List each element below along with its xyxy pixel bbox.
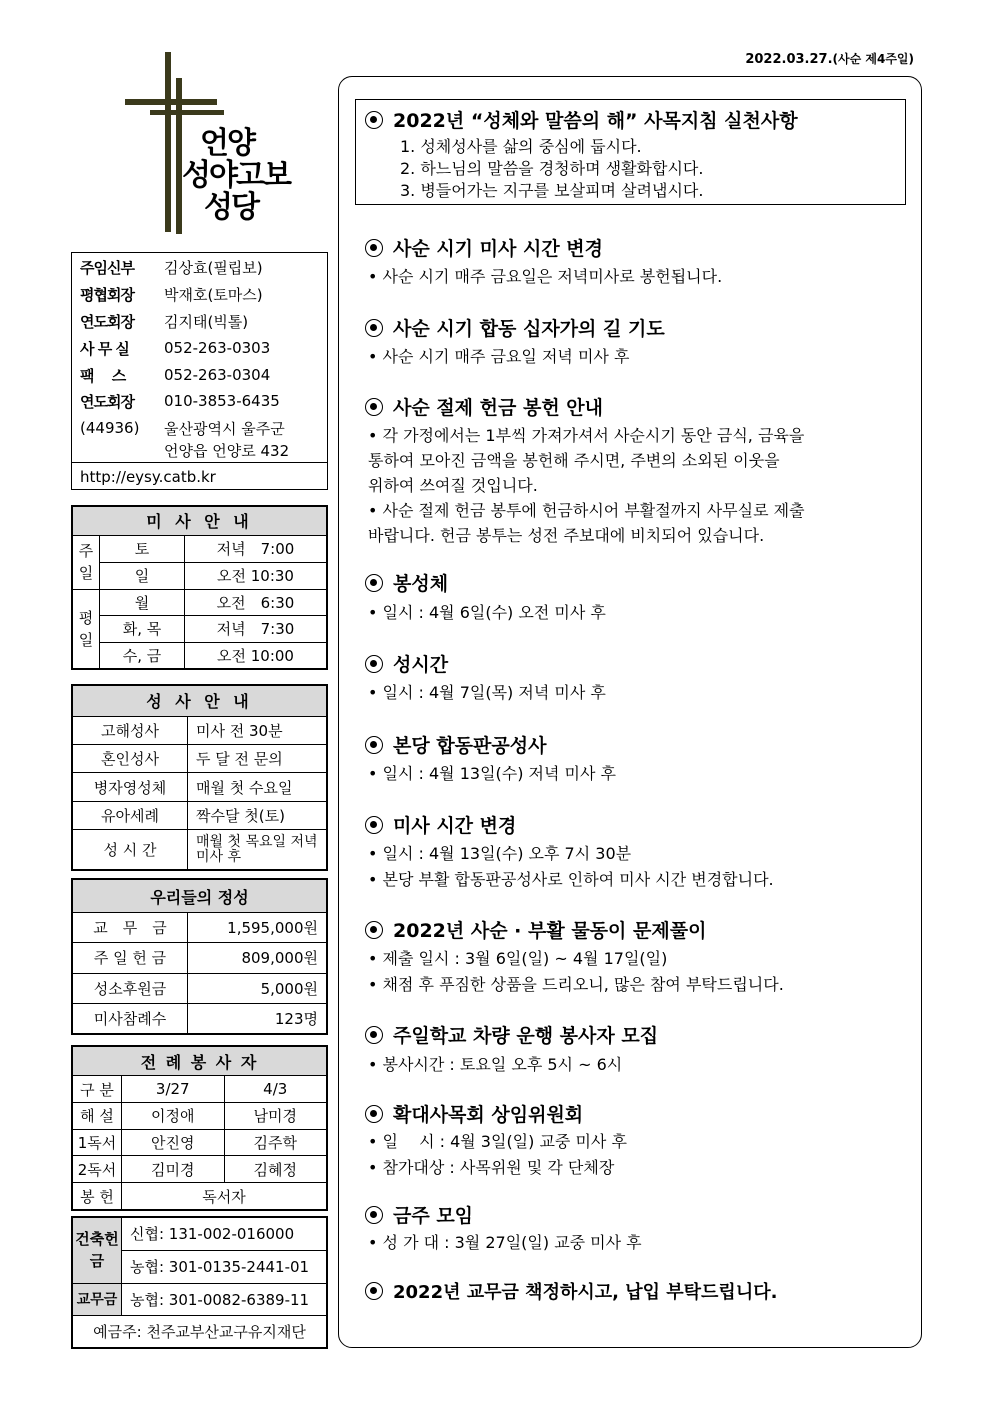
section-title-text: 금주 모임 [393, 1205, 474, 1227]
section-line: • 일시 : 4월 13일(수) 오후 7시 30분 [368, 844, 632, 863]
mass-schedule-table [72, 506, 327, 669]
contact-value: 010-3853-6435 [164, 392, 280, 410]
section-title [365, 916, 706, 943]
section-title [365, 1100, 583, 1127]
section-title-text: 봉성체 [393, 573, 449, 595]
section-line: 위하여 쓰여질 것입니다. [368, 476, 538, 495]
contact-row [80, 281, 263, 307]
server-role: 2독서 [73, 1156, 122, 1183]
offering-name: 교 무 금 [73, 913, 188, 943]
pastoral-title [365, 106, 798, 133]
pastoral-item: 3. 병들어가는 지구를 보살피며 살려냅시다. [400, 181, 704, 200]
cross-icon-bar [125, 99, 217, 105]
cross-icon [165, 52, 171, 232]
section-line: 통하여 모아진 금액을 봉헌해 주시면, 주변의 소외된 이웃을 [368, 451, 780, 470]
sacrament-name: 성 시 간 [73, 830, 188, 870]
bullet-icon [365, 1105, 383, 1123]
section-line: • 사순 절제 헌금 봉투에 헌금하시어 부활절까지 사무실로 제출 [368, 501, 805, 520]
contact-row [80, 362, 270, 388]
offering-box [71, 878, 328, 1035]
sacrament-name: 고해성사 [73, 716, 188, 744]
sacrament-name: 혼인성사 [73, 745, 188, 773]
server-name: 김혜정 [224, 1156, 327, 1183]
server-name: 김주학 [224, 1129, 327, 1156]
contact-label: 사 무 실 [80, 339, 129, 358]
contact-box [71, 252, 328, 490]
servers-table [72, 1046, 327, 1210]
offering-amount: 1,595,000원 [188, 913, 327, 943]
logo-line1: 언양 [200, 126, 254, 161]
section-title-text: 미사 시간 변경 [393, 815, 517, 837]
contact-label: 평협회장 [80, 285, 134, 304]
bank-box [71, 1216, 328, 1349]
bullet-icon [365, 574, 383, 592]
section-title-text: 성시간 [393, 654, 449, 676]
server-role: 1독서 [73, 1129, 122, 1156]
contact-value: 052-263-0304 [164, 366, 271, 384]
section-line: • 참가대상 : 사목위원 및 각 단체장 [368, 1158, 615, 1177]
server-role: 해 설 [73, 1102, 122, 1129]
pastoral-title-text: 2022년 “성체와 말씀의 해” 사목지침 실천사항 [393, 110, 798, 132]
mass-time: 저녁 7:00 [185, 535, 327, 562]
building-fund-label: 건축헌금 [73, 1218, 122, 1284]
mass-time: 오전 10:00 [185, 642, 327, 668]
bullet-icon [365, 1026, 383, 1044]
offering-amount: 123명 [188, 1003, 327, 1033]
servers-header-col2: 4/3 [224, 1076, 327, 1103]
bullet-icon [365, 239, 383, 257]
offering-amount: 5,000원 [188, 973, 327, 1003]
sacrament-info: 두 달 전 문의 [188, 745, 327, 773]
servers-title: 전 례 봉 사 자 [73, 1047, 327, 1076]
section-title-text: 사순 절제 헌금 봉헌 안내 [393, 397, 603, 419]
mass-title: 미 사 안 내 [73, 507, 327, 536]
bullet-icon [365, 736, 383, 754]
offering-name: 미사참례수 [73, 1003, 188, 1033]
contact-row [80, 308, 248, 334]
section-title [365, 1278, 777, 1304]
website-link[interactable]: http://eysy.catb.kr [80, 468, 216, 486]
offering-title: 우리들의 정성 [73, 880, 327, 913]
servers-header-col1: 3/27 [122, 1076, 225, 1103]
section-line: • 봉사시간 : 토요일 오후 5시 ~ 6시 [368, 1055, 623, 1074]
contact-value: 박재호(토마스) [164, 285, 263, 304]
section-title [365, 569, 448, 596]
servers-header-label: 구 분 [73, 1076, 122, 1103]
contact-value: 김지태(빅톨) [164, 312, 249, 331]
mass-day: 월 [100, 589, 185, 615]
bullet-icon [365, 319, 383, 337]
sunday-label: 주일 [73, 535, 100, 589]
section-title-text: 2022년 교무금 책정하시고, 납입 부탁드립니다. [393, 1282, 778, 1303]
section-title-text: 주일학교 차량 운행 봉사자 모집 [393, 1025, 659, 1047]
section-title-text: 사순 시기 합동 십자가의 길 기도 [393, 318, 665, 340]
offering-amount: 809,000원 [188, 943, 327, 973]
bullet-icon [365, 111, 383, 129]
mass-time: 저녁 7:30 [185, 616, 327, 642]
pastoral-item: 2. 하느님의 말씀을 경청하며 생활화합시다. [400, 159, 704, 178]
divider [72, 462, 327, 463]
section-title-text: 본당 합동판공성사 [393, 735, 547, 757]
section-title-text: 사순 시기 미사 시간 변경 [393, 238, 603, 260]
address-code: (44936) [80, 419, 140, 437]
bank-account: 농협: 301-0135-2441-01 [122, 1250, 327, 1283]
contact-row [80, 388, 280, 414]
server-name: 김미경 [122, 1156, 225, 1183]
contact-label: 팩 스 [80, 366, 126, 385]
sacraments-table [72, 685, 327, 870]
contact-label: 연도회장 [80, 392, 134, 411]
sacrament-name: 유아세례 [73, 801, 188, 829]
section-line: • 각 가정에서는 1부씩 가져가셔서 사순시기 동안 금식, 금육을 [368, 426, 805, 445]
section-title [365, 650, 448, 677]
pastoral-item: 1. 성체성사를 삶의 중심에 둡시다. [400, 137, 642, 156]
bank-account: 농협: 301-0082-6389-11 [122, 1283, 327, 1315]
section-line: • 본당 부활 합동판공성사로 인하여 미사 시간 변경합니다. [368, 870, 774, 889]
date-sub: (사순 제4주일) [832, 52, 914, 66]
sacrament-info: 짝수달 첫(토) [188, 801, 327, 829]
bullet-icon [365, 921, 383, 939]
address-line2: 언양읍 언양로 432 [164, 441, 290, 460]
sacrament-info: 미사 전 30분 [188, 716, 327, 744]
sacraments-title: 성 사 안 내 [73, 686, 327, 717]
sacrament-name: 병자영성체 [73, 773, 188, 801]
bulletin-date [745, 50, 914, 67]
section-line: • 사순 시기 매주 금요일은 저녁미사로 봉헌됩니다. [368, 267, 723, 286]
section-title [365, 811, 516, 838]
section-line: 바랍니다. 헌금 봉투는 성전 주보대에 비치되어 있습니다. [368, 526, 765, 545]
section-title [365, 1201, 473, 1228]
contact-label: 연도회장 [80, 312, 134, 331]
server-role: 봉 헌 [73, 1183, 122, 1210]
bullet-icon [365, 1206, 383, 1224]
mass-time: 오전 10:30 [185, 562, 327, 589]
section-line: • 채점 후 푸짐한 상품을 드리오니, 많은 참여 부탁드립니다. [368, 975, 784, 994]
sacraments-box [71, 684, 328, 871]
section-line: • 제출 일시 : 3월 6일(일) ~ 4월 17일(일) [368, 949, 668, 968]
weekday-label: 평일 [73, 589, 100, 668]
cross-icon-bar2 [150, 110, 224, 115]
mass-day: 화, 목 [100, 616, 185, 642]
logo-line2: 성야고보 [182, 158, 290, 193]
date-main: 2022.03.27. [745, 52, 833, 67]
mass-day: 토 [100, 535, 185, 562]
contact-value: 052-263-0303 [164, 339, 271, 357]
contact-row [80, 335, 270, 361]
contact-website [80, 464, 216, 490]
offering-name: 주 일 헌 금 [73, 943, 188, 973]
section-line: • 성 가 대 : 3월 27일(일) 교중 미사 후 [368, 1233, 642, 1252]
section-title [365, 731, 546, 758]
sacrament-info: 매월 첫 목요일 저녁미사 후 [188, 830, 327, 870]
section-line: • 일시 : 4월 13일(수) 저녁 미사 후 [368, 764, 617, 783]
offering-table [72, 879, 327, 1034]
section-line: • 일 시 : 4월 3일(일) 교중 미사 후 [368, 1132, 627, 1151]
contact-row [80, 254, 263, 280]
servers-box [71, 1045, 328, 1211]
contact-value: 김상효(필립보) [164, 258, 263, 277]
section-title [365, 234, 603, 261]
section-title [365, 314, 665, 341]
section-title [365, 1021, 658, 1048]
mass-time: 오전 6:30 [185, 589, 327, 615]
dues-label: 교무금 [73, 1283, 122, 1315]
server-name: 남미경 [224, 1102, 327, 1129]
bullet-icon [365, 655, 383, 673]
server-offer: 독서자 [122, 1183, 327, 1210]
bullet-icon [365, 398, 383, 416]
server-name: 안진영 [122, 1129, 225, 1156]
bullet-icon [365, 1282, 383, 1300]
mass-day: 일 [100, 562, 185, 589]
offering-name: 성소후원금 [73, 973, 188, 1003]
section-line: • 사순 시기 매주 금요일 저녁 미사 후 [368, 347, 630, 366]
mass-day: 수, 금 [100, 642, 185, 668]
mass-schedule-box [71, 505, 328, 670]
section-line: • 일시 : 4월 7일(목) 저녁 미사 후 [368, 683, 606, 702]
section-title-text: 확대사목회 상임위원회 [393, 1104, 584, 1126]
bank-table [72, 1217, 327, 1348]
contact-label: 주임신부 [80, 258, 134, 277]
server-name: 이정애 [122, 1102, 225, 1129]
sacrament-info: 매월 첫 수요일 [188, 773, 327, 801]
bank-account: 신협: 131-002-016000 [122, 1218, 327, 1251]
parish-logo [120, 52, 320, 242]
section-line: • 일시 : 4월 6일(수) 오전 미사 후 [368, 603, 606, 622]
account-holder: 예금주: 천주교부산교구유지재단 [73, 1315, 327, 1347]
contact-address2 [164, 437, 289, 463]
section-title-text: 2022년 사순 · 부활 물동이 문제풀이 [393, 920, 707, 942]
logo-line3: 성당 [204, 190, 258, 225]
bullet-icon [365, 816, 383, 834]
section-title [365, 393, 603, 420]
address-line1: 울산광역시 울주군 [164, 419, 285, 438]
